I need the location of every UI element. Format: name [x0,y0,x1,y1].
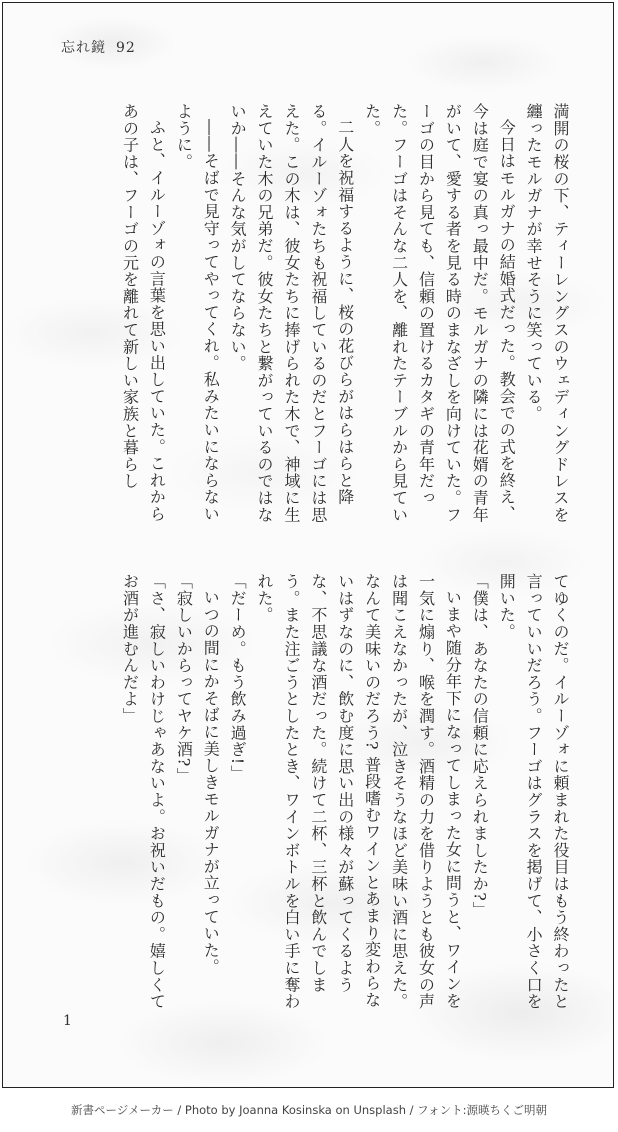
paragraph: ――そばで見守ってやってくれ。私みたいにならないように。 [174,103,221,523]
dialogue-line: 「さ、寂しいわけじゃあないよ。お祝いだもの。嬉しくてお酒が進むんだよ」 [120,573,167,1010]
dialogue-line: 「僕は、あなたの信頼に応えられましたか?」 [470,573,490,919]
paragraph: ふと、イルーゾォの言葉を思い出していた。これからあの子は、フーゴの元を離れて新しい家族と暮らし [120,103,167,523]
paragraph: 満開の桜の下、ティーレングスのウェディングドレスを纏ったモルガナが幸せそうに笑っている。 [524,103,570,523]
dialogue-line: 「寂しいからってヤケ酒?」 [174,573,194,784]
paragraph: いつの間にかそばに美しきモルガナが立っていた。 [201,589,221,976]
dialogue-line: 「だーめ。もう飲み過ぎ!」 [228,573,248,782]
page-number: 1 [63,1013,72,1029]
book-title: 忘れ鏡 [61,40,106,56]
credit-line: 新書ページメーカー / Photo by Joanna Kosinska on Unsplash / フォント:源暎ちくご明朝 [71,1103,547,1117]
text-column-top [116,103,573,523]
paragraph: 二人を祝福するように、桜の花びらがはらはらと降る。イルーゾォたちも祝福しているのだとフーゴには思えた。この木は、彼女たちに捧げられた木で、神域に生えていた木の兄弟だ。彼女たちと繋がっているのではないか――そんな気がしてならない。 [228,103,355,523]
paragraph: いまや随分年下になってしまった女に問うと、ワインを一気に煽り、喉を潤す。酒精の力を借りようとも彼女の声は聞こえなかったが、泣きそうなほど美味い酒に思えた。なんて美味いのだろう? 普段嗜むワインとあまり変わらないはずなのに、飲む度に思い出の様々が蘇ってくるような、不思議な酒だった。続けて二杯、三杯と飲んでしまう。また注ごうとしたとき、ワインボトルを白い手に奪われた。 [255,573,463,1010]
paragraph: てゆくのだ。イルーゾォに頼まれた役目はもう終わったと言っていいだろう。フーゴはグラスを掲げて、小さく口を開いた。 [497,573,570,1010]
paragraph: 今日はモルガナの結婚式だった。教会での式を終え、今は庭で宴の真っ最中だ。モルガナの隣には花婿の青年がいて、愛する者を見る時のまなざしを向けていた。フーゴの目から見ても、信頼の置けるカタギの青年だった。フーゴはそんな二人を、離れたテーブルから見ていた。 [362,103,517,523]
running-header [61,37,136,57]
header-page-label: 92 [116,40,136,56]
book-page [2,2,614,1088]
text-column-bottom [116,573,573,1013]
